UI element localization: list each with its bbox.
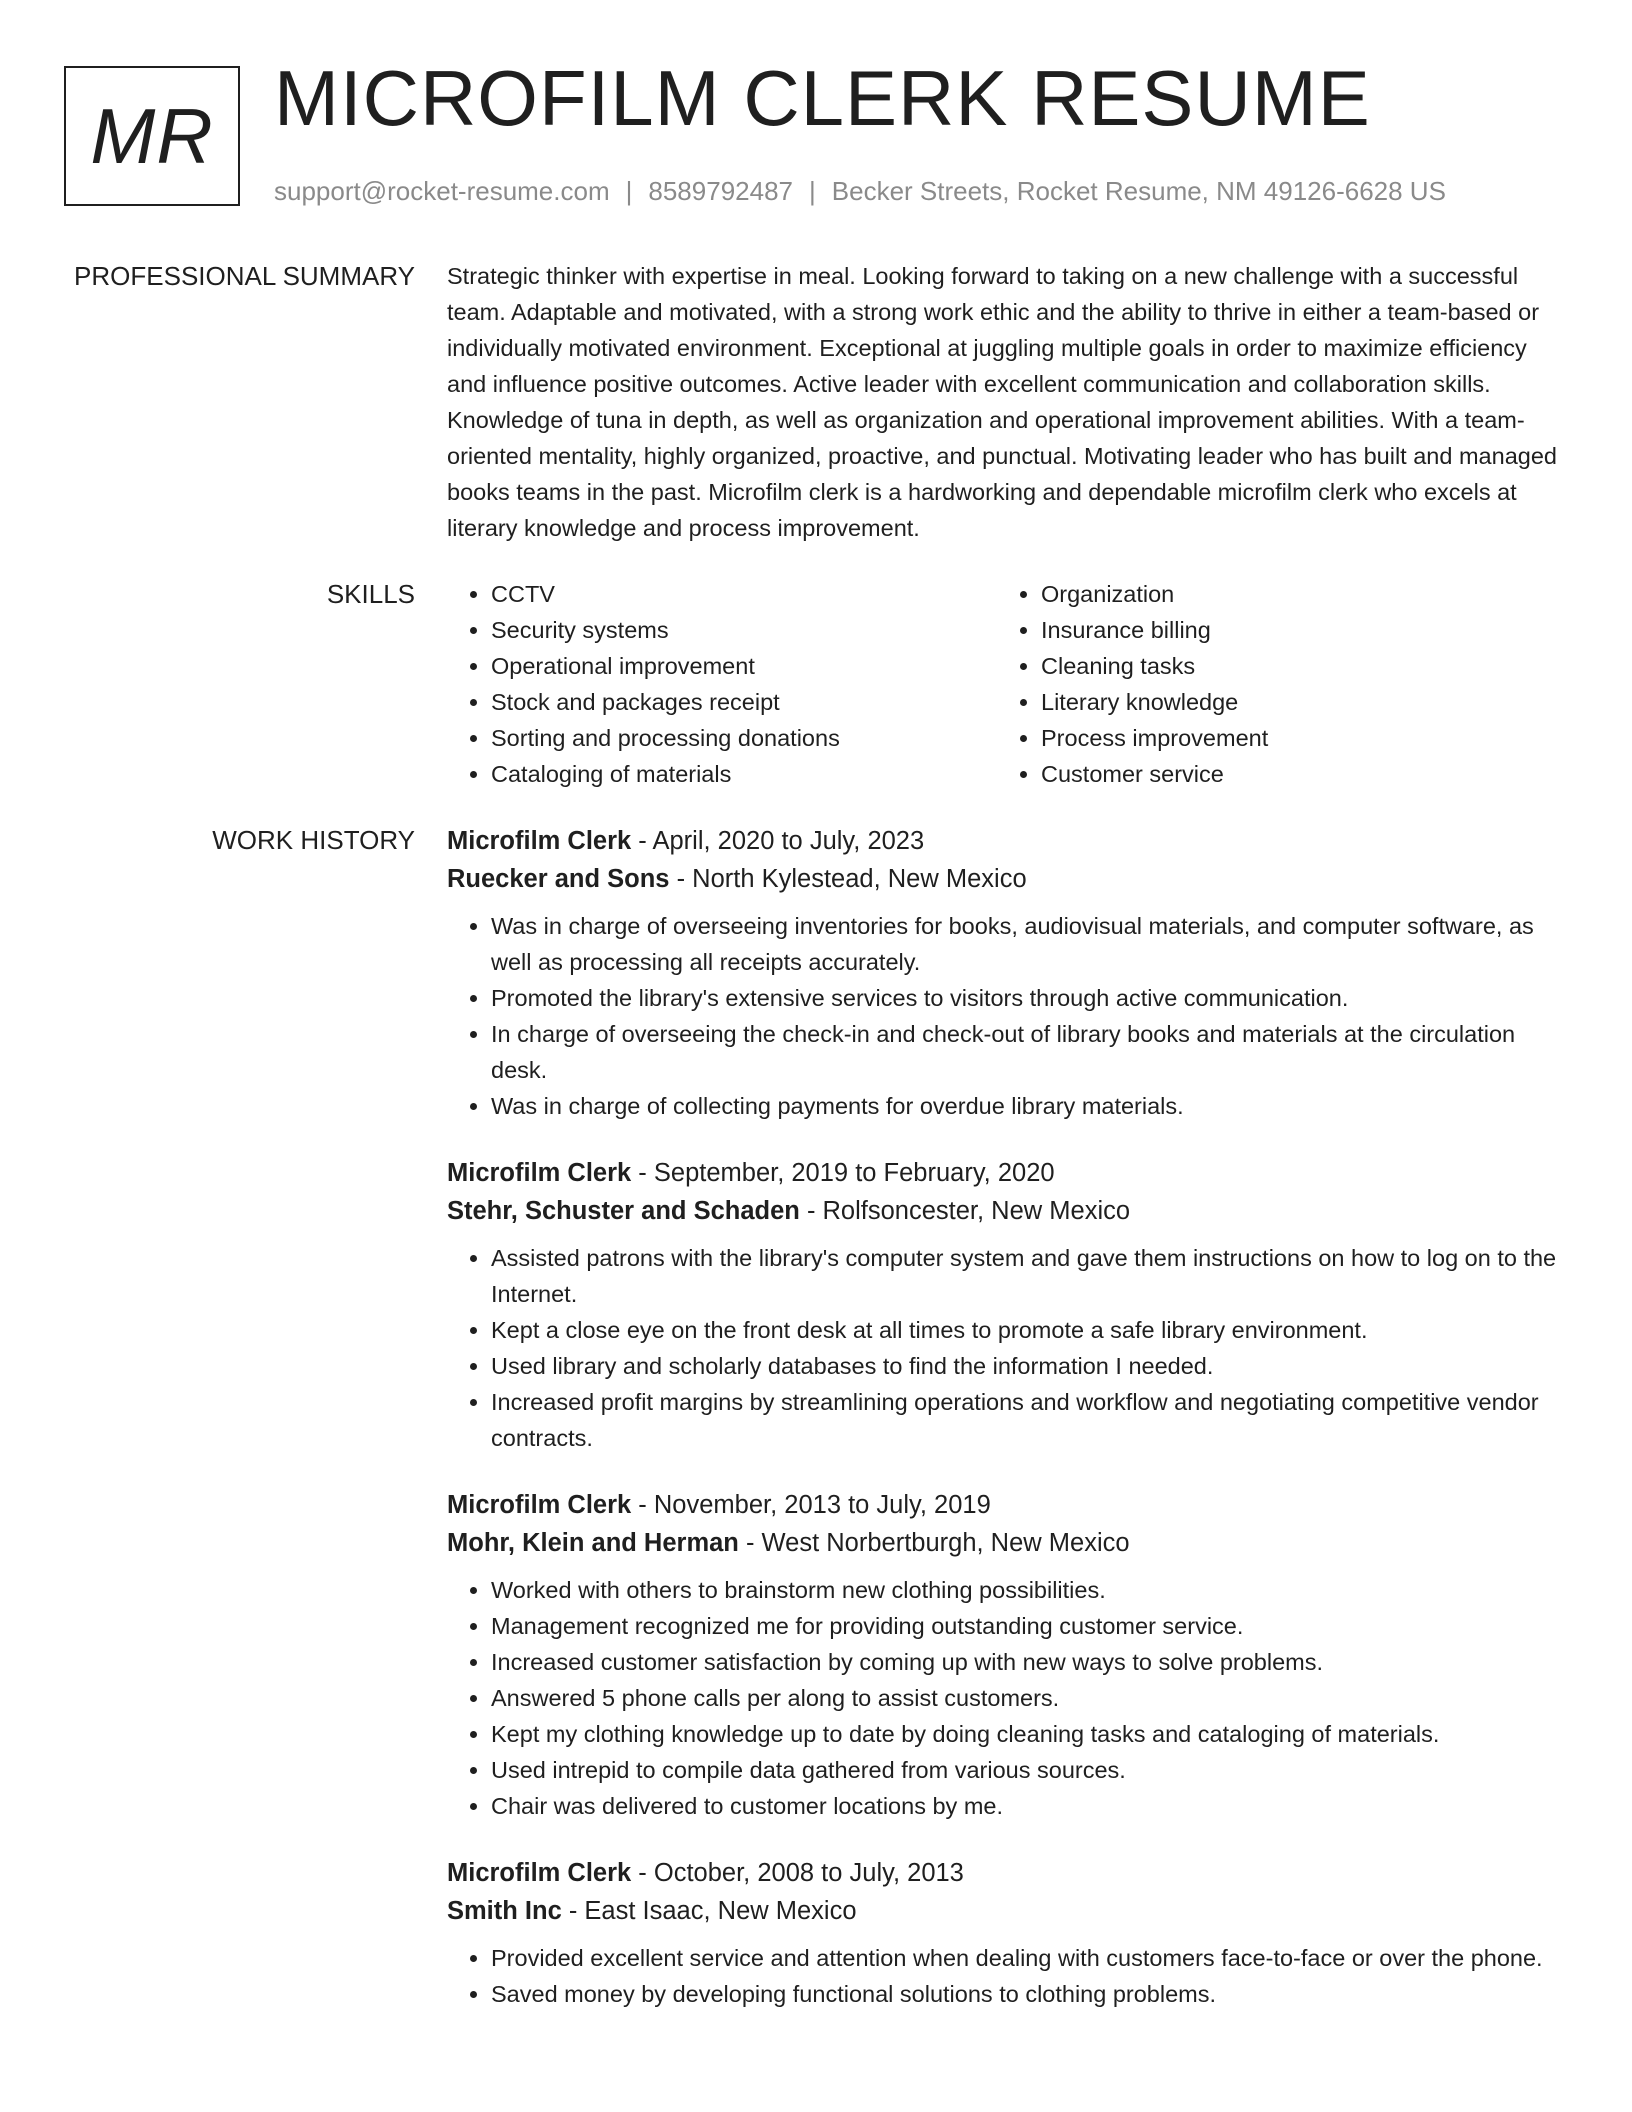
skill-item: • Cataloging of materials: [491, 756, 997, 792]
job-bullet: • In charge of overseeing the check-in and check-out of library books and materials at the circulation desk.: [491, 1016, 1562, 1088]
work-history-content: [447, 822, 1562, 2042]
job-bullet: • Used library and scholarly databases to find the information I needed.: [491, 1348, 1562, 1384]
skills-grid: [447, 576, 1562, 792]
job-location: - East Isaac, New Mexico: [561, 1897, 857, 1925]
skill-item: • Literary knowledge: [1041, 684, 1547, 720]
job-company-line: [447, 1524, 1562, 1562]
job-location: - North Kylestead, New Mexico: [669, 865, 1027, 893]
skill-item: • Sorting and processing donations: [491, 720, 997, 756]
work-history-heading: WORK HISTORY: [212, 825, 415, 855]
job-entry: [447, 822, 1562, 1124]
skill-item: • CCTV: [491, 576, 997, 612]
job-bullets: [447, 1940, 1562, 2012]
job-bullet: • Answered 5 phone calls per along to assist customers.: [491, 1680, 1562, 1716]
job-bullet: • Kept my clothing knowledge up to date by doing cleaning tasks and cataloging of materials.: [491, 1716, 1562, 1752]
skill-item: • Cleaning tasks: [1041, 648, 1547, 684]
job-title-line: [447, 1854, 1562, 1892]
skill-item: • Process improvement: [1041, 720, 1547, 756]
job-bullets: [447, 1240, 1562, 1456]
job-title-line: [447, 1154, 1562, 1192]
job-company: Ruecker and Sons: [447, 865, 670, 893]
job-bullet: • Chair was delivered to customer locations by me.: [491, 1788, 1562, 1824]
job-title: Microfilm Clerk: [447, 1859, 632, 1887]
job-dates: - April, 2020 to July, 2023: [631, 827, 925, 855]
work-history-section: [0, 822, 1632, 2042]
job-bullet: • Management recognized me for providing outstanding customer service.: [491, 1608, 1562, 1644]
summary-section: [0, 258, 1632, 546]
job-bullet: • Increased profit margins by streamlining operations and workflow and negotiating competitive vendor contracts.: [491, 1384, 1562, 1456]
resume-body: [0, 258, 1632, 2072]
job-title: Microfilm Clerk: [447, 1491, 632, 1519]
job-company-line: [447, 1892, 1562, 1930]
job-entry: [447, 1854, 1562, 2012]
contact-separator: |: [809, 176, 816, 206]
job-bullet: • Increased customer satisfaction by coming up with new ways to solve problems.: [491, 1644, 1562, 1680]
skill-item: • Customer service: [1041, 756, 1547, 792]
job-bullets: [447, 908, 1562, 1124]
skill-item: • Stock and packages receipt: [491, 684, 997, 720]
job-company: Mohr, Klein and Herman: [447, 1529, 739, 1557]
job-company-line: [447, 860, 1562, 898]
job-bullet: • Was in charge of overseeing inventories for books, audiovisual materials, and computer software, as well as processing all receipts accurately.: [491, 908, 1562, 980]
job-bullet: • Saved money by developing functional solutions to clothing problems.: [491, 1976, 1562, 2012]
job-bullet: • Worked with others to brainstorm new clothing possibilities.: [491, 1572, 1562, 1608]
job-bullet: • Used intrepid to compile data gathered from various sources.: [491, 1752, 1562, 1788]
job-entry: [447, 1486, 1562, 1824]
job-title-line: [447, 1486, 1562, 1524]
job-bullet: • Promoted the library's extensive services to visitors through active communication.: [491, 980, 1562, 1016]
skills-section: [0, 576, 1632, 792]
skill-item: • Organization: [1041, 576, 1547, 612]
summary-text: Strategic thinker with expertise in meal. Looking forward to taking on a new challenge with a successful team. Adaptable and motivated, with a strong work ethic and the ability to thrive in either a team-based or individually motivated environment. Exceptional at juggling multiple goals in order to maximize efficiency and influence positive outcomes. Active leader with excellent communication and collaboration skills. Knowledge of tuna in depth, as well as organization and operational improvement abilities. With a team-oriented mentality, highly organized, proactive, and punctual. Motivating leader who has built and managed books teams in the past. Microfilm clerk is a hardworking and dependable microfilm clerk who excels at literary knowledge and process improvement.: [447, 263, 1557, 541]
job-title: Microfilm Clerk: [447, 827, 632, 855]
contact-address: Becker Streets, Rocket Resume, NM 49126-6628 US: [831, 176, 1446, 206]
skills-heading: SKILLS: [326, 579, 415, 609]
job-bullet: • Was in charge of collecting payments for overdue library materials.: [491, 1088, 1562, 1124]
job-title-line: [447, 822, 1562, 860]
job-bullet: • Provided excellent service and attention when dealing with customers face-to-face or over the phone.: [491, 1940, 1562, 1976]
monogram-logo: [64, 66, 240, 206]
job-dates: - November, 2013 to July, 2019: [631, 1491, 991, 1519]
skills-content: [447, 576, 1562, 792]
skill-item: • Security systems: [491, 612, 997, 648]
job-company: Smith Inc: [447, 1897, 562, 1925]
job-bullet: • Kept a close eye on the front desk at all times to promote a safe library environment.: [491, 1312, 1562, 1348]
contact-separator: |: [625, 176, 633, 206]
job-entry: [447, 1154, 1562, 1456]
job-title: Microfilm Clerk: [447, 1159, 632, 1187]
skill-item: • Insurance billing: [1041, 612, 1547, 648]
job-location: - Rolfsoncester, New Mexico: [799, 1197, 1131, 1225]
job-location: - West Norbertburgh, New Mexico: [738, 1529, 1130, 1557]
job-company: Stehr, Schuster and Schaden: [447, 1197, 800, 1225]
job-company-line: [447, 1192, 1562, 1230]
contact-phone: 8589792487: [648, 176, 793, 206]
contact-email: support@rocket-resume.com: [274, 176, 610, 206]
job-dates: - October, 2008 to July, 2013: [631, 1859, 964, 1887]
job-bullet: • Assisted patrons with the library's computer system and gave them instructions on how to log on to the Internet.: [491, 1240, 1562, 1312]
job-bullets: [447, 1572, 1562, 1824]
skills-column-left: [447, 576, 997, 792]
skill-item: • Operational improvement: [491, 648, 997, 684]
skills-column-right: [997, 576, 1547, 792]
resume-title: MICROFILM CLERK RESUME: [274, 54, 1371, 142]
monogram-text: MR: [90, 91, 214, 180]
job-dates: - September, 2019 to February, 2020: [631, 1159, 1055, 1187]
contact-line: [274, 176, 1446, 207]
summary-heading: PROFESSIONAL SUMMARY: [74, 261, 415, 291]
